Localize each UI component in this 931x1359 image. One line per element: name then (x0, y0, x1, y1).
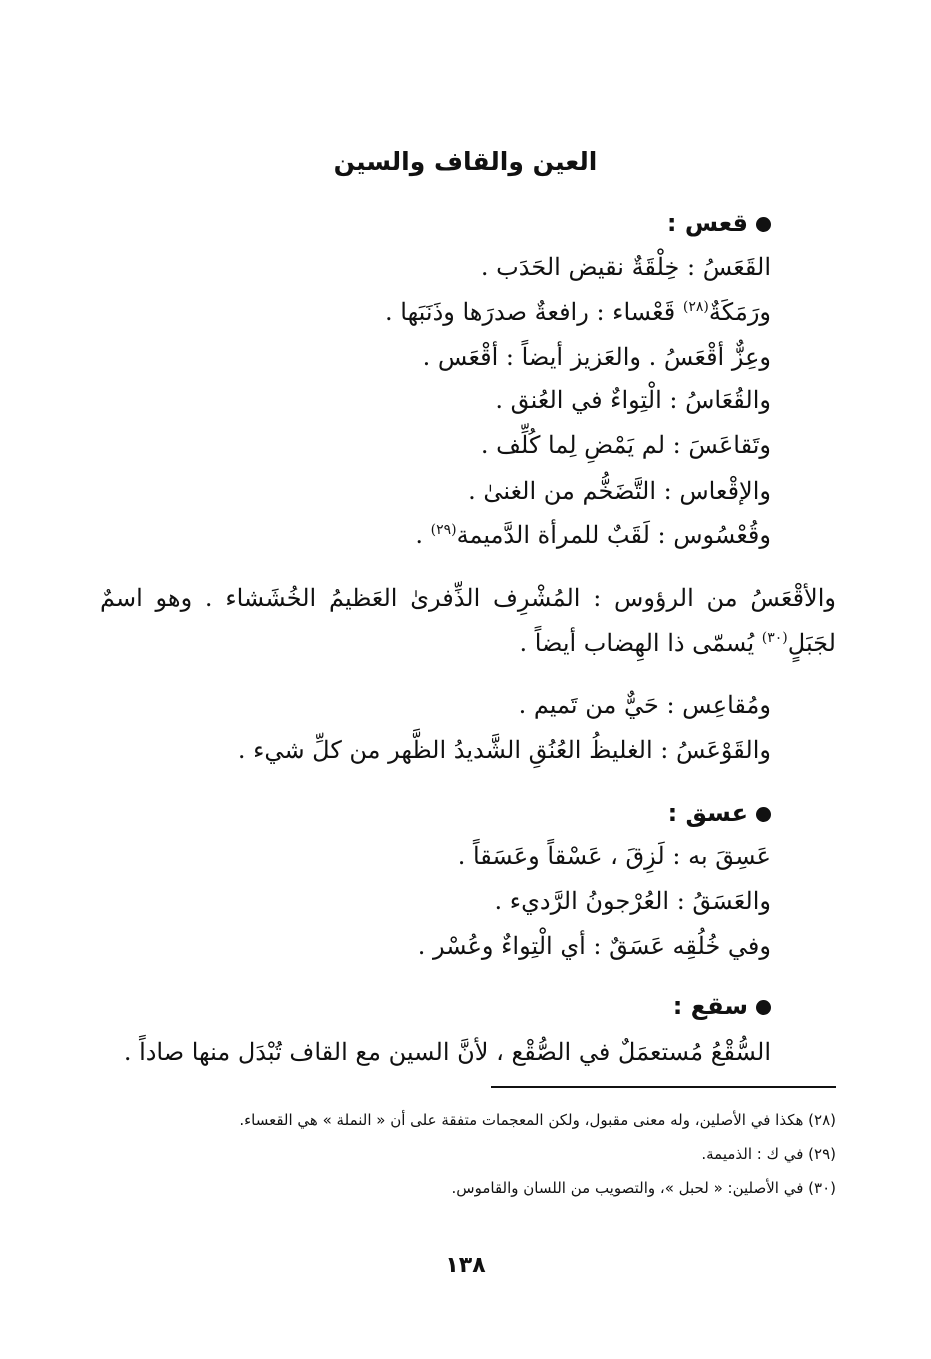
entry-line: السُّقْعُ مُستعمَلٌ في الصُّقْع ، لأنَّ السين مع القاف تُبْدَل منها صاداً . (123, 1038, 771, 1066)
entry-line (385, 294, 771, 330)
entry-line: وفي خُلُقِه عَسَقٌ : أي الْتِواءٌ وعُسْر . (417, 932, 771, 960)
entry-line (519, 625, 836, 661)
entry-line-part: قَعْساء : رافعةٌ صدرَها وذَنَبَها . (385, 298, 676, 326)
bullet-icon (756, 807, 771, 822)
footnote-divider (491, 1086, 836, 1088)
entry-heading-label: قعس : (666, 209, 748, 237)
footnote-ref: (٢٩) (430, 522, 457, 538)
bullet-icon (756, 217, 771, 232)
bullet-icon (756, 1000, 771, 1015)
entry-heading-qaas (667, 205, 771, 241)
entry-line: وقُعْسُوس : لَقَبٌ للمرأة الدَّميمة$^{(٢٩)}$ . (415, 521, 771, 549)
page-number: ١٣٨ (445, 1253, 486, 1278)
entry-line-wide: والأقْعَسُ من الرؤوس : المُشْرِف الذِّفرىٰ العَظيمُ الخُشَشاء . وهو اسمٌ (100, 584, 836, 612)
entry-line: وتَقاعَسَ : لم يَمْضِ لِما كُلِّف . (480, 431, 771, 459)
footnote: (٢٩) في ك : الذميمة. (701, 1145, 836, 1163)
footnote: (٢٨) هكذا في الأصلين، وله معنى مقبول، ولكن المعجمات متفقة على أن « النملة » هي القعساء. (239, 1111, 836, 1129)
entry-line-part: ورَمَكَةٌ (708, 298, 771, 326)
entry-line: والقَوْعَسُ : الغليظُ العُنُقِ الشَّديدُ الظَّهر من كلِّ شيء . (237, 736, 771, 764)
footnote-ref: (٣٠) (761, 630, 788, 646)
entry-line: وعِزٌّ أقْعَسُ . والعَزيز أيضاً : أقْعَس . (422, 343, 771, 371)
entry-heading-label: سقع : (672, 992, 748, 1020)
entry-heading-saqa (673, 988, 771, 1024)
entry-heading-label: عسق : (667, 799, 748, 827)
entry-line-part: لجَبَلٍ (787, 629, 836, 657)
footnote: (٣٠) في الأصلين: « لحبل »، والتصويب من اللسان والقاموس. (451, 1179, 836, 1197)
entry-line: ومُقاعِس : حَيٌّ من تَميم . (518, 691, 771, 719)
entry-line-part: وقُعْسُوس : لَقَبٌ للمرأة الدَّميمة (456, 521, 771, 549)
entry-line: عَسِقَ به : لَزِقَ ، عَسْقاً وعَسَقاً . (457, 842, 771, 870)
footnote-ref: (٢٨) (682, 299, 709, 315)
entry-line-part: يُسمّى ذا الهِضاب أيضاً . (519, 629, 755, 657)
page-title: العين والقاف والسين (333, 147, 598, 176)
entry-heading-asaq (668, 795, 771, 831)
entry-line: والإقْعاس : التَّضَخُّم من الغنىٰ . (468, 477, 771, 505)
entry-line: والقُعَاسُ : الْتِواءٌ في العُنق . (495, 386, 771, 414)
entry-line: القَعَسُ : خِلْقَةٌ نقيض الحَدَب . (480, 253, 771, 281)
entry-line: والعَسَقُ : العُرْجونُ الرَّديء . (494, 887, 771, 915)
